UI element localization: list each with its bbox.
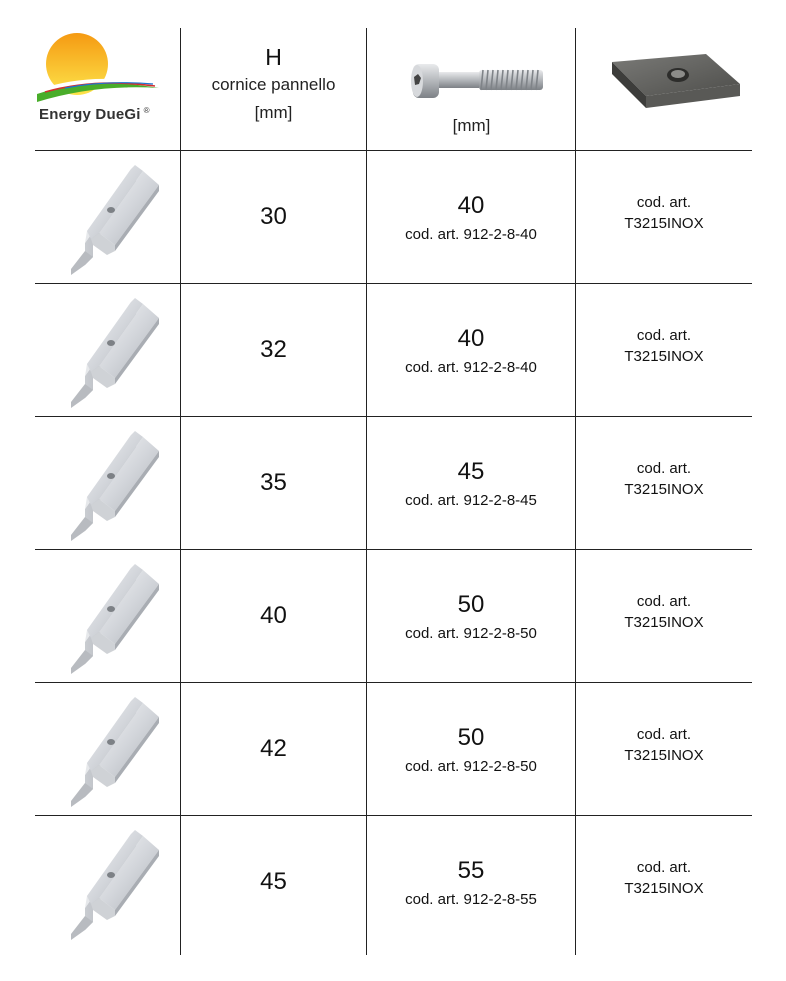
h-value-cell: [181, 550, 366, 682]
bolt-unit-label: [mm]: [452, 116, 491, 135]
end-clamp-icon: [63, 830, 163, 940]
end-clamp-icon: [63, 564, 163, 674]
nut-code: T3215INOX: [624, 348, 704, 365]
nut-cell: [576, 417, 752, 549]
bolt-length: 50: [457, 723, 485, 751]
brand-name: Energy DueGi ®: [39, 106, 150, 123]
bolt-cell: [367, 417, 575, 549]
header-nut-column: [576, 28, 752, 150]
bolt-length: 55: [457, 856, 485, 884]
h-value: 45: [260, 868, 287, 895]
bolt-code: cod. art. 912-2-8-50: [405, 624, 537, 642]
nut-cell: [576, 284, 752, 416]
nut-code-label: cod. art.: [636, 194, 692, 211]
nut-cell: [576, 550, 752, 682]
h-value: 35: [260, 469, 287, 496]
nut-cell: [576, 683, 752, 815]
bolt-code: cod. art. 912-2-8-45: [405, 491, 537, 509]
bolt-code: cod. art. 912-2-8-40: [405, 358, 537, 376]
h-value-cell: [181, 151, 366, 283]
nut-code: T3215INOX: [624, 747, 704, 764]
nut-code: T3215INOX: [624, 614, 704, 631]
h-value: 32: [260, 336, 287, 363]
bolt-cell: [367, 284, 575, 416]
nut-code-label: cod. art.: [636, 726, 692, 743]
bolt-length: 50: [457, 590, 485, 618]
nut-code: T3215INOX: [624, 215, 704, 232]
bolt-length: 45: [457, 457, 485, 485]
nut-code-label: cod. art.: [636, 460, 692, 477]
h-value-cell: [181, 284, 366, 416]
logo-sun-icon: [35, 32, 175, 112]
nut-code-label: cod. art.: [636, 859, 692, 876]
h-unit-label: [mm]: [254, 102, 293, 122]
square-nut-plate-icon: [606, 48, 746, 118]
bolt-length: 40: [457, 324, 485, 352]
bolt-code: cod. art. 912-2-8-40: [405, 225, 537, 243]
nut-code-label: cod. art.: [636, 593, 692, 610]
nut-cell: [576, 816, 752, 948]
end-clamp-icon: [63, 697, 163, 807]
bolt-cell: [367, 151, 575, 283]
nut-code-label: cod. art.: [636, 327, 692, 344]
nut-code: T3215INOX: [624, 880, 704, 897]
h-sub-label: cornice pannello: [211, 74, 336, 94]
bolt-code: cod. art. 912-2-8-50: [405, 757, 537, 775]
h-value: 30: [260, 203, 287, 230]
header-h-column: [181, 28, 366, 150]
bolt-cell: [367, 683, 575, 815]
end-clamp-icon: [63, 431, 163, 541]
brand-logo: [35, 28, 180, 150]
h-value-cell: [181, 816, 366, 948]
end-clamp-icon: [63, 298, 163, 408]
bolt-length: 40: [457, 191, 485, 219]
nut-cell: [576, 151, 752, 283]
h-value: 40: [260, 602, 287, 629]
h-value-cell: [181, 417, 366, 549]
end-clamp-icon: [63, 165, 163, 275]
bolt-cell: [367, 550, 575, 682]
bolt-code: cod. art. 912-2-8-55: [405, 890, 537, 908]
h-label: H: [265, 43, 282, 70]
h-value-cell: [181, 683, 366, 815]
header-bolt-column: [367, 28, 575, 150]
nut-code: T3215INOX: [624, 481, 704, 498]
bolt-cell: [367, 816, 575, 948]
h-value: 42: [260, 735, 287, 762]
product-table: [35, 28, 752, 955]
bolt-icon: [409, 54, 549, 104]
